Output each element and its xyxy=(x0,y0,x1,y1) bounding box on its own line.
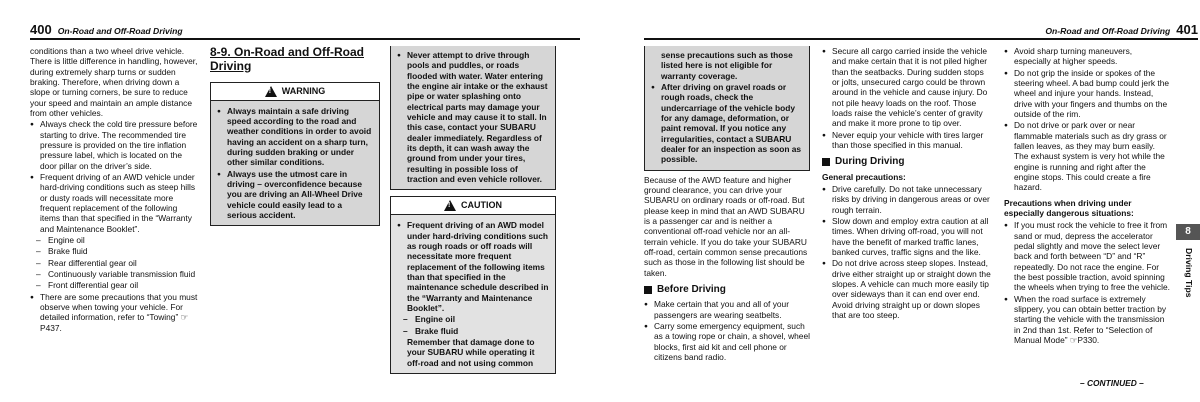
list-item: ● Secure all cargo carried inside the vehicle and make certain that it is not piled higher than the seatbacks. During sudden stops or jolts, unsecured cargo could be thrown around in the vehicle and cause injury. Do not pile heavy loads on the roof. Those loads raise the vehicle’s center of gravity and make it more prone to tip over. xyxy=(822,46,992,129)
running-header: On-Road and Off-Road Driving xyxy=(57,26,183,36)
warning-triangle-icon: ! xyxy=(265,86,277,97)
left-col-1 xyxy=(30,46,198,334)
list-item: ● Carry some emergency equipment, such as a towing rope or chain, a shovel, wheel blocks, first aid kit and cell phone or citizens band radio. xyxy=(644,321,810,362)
warning-box xyxy=(210,82,380,227)
page-number: 401 xyxy=(1176,22,1198,37)
caution-triangle-icon: ! xyxy=(444,200,456,211)
subsection-heading: Before Driving xyxy=(644,284,810,296)
list-item: ● Do not grip the inside or spokes of the steering wheel. A bad bump could jerk the wheel and injure your hands. Instead, drive with your fingers and thumbs on the outside of the rim. xyxy=(1004,68,1170,120)
header-rule xyxy=(644,38,1198,40)
warning-item: ● Always maintain a safe driving speed according to the road and weather conditions in order to avoid having an accident on a sharp turn, during sudden braking or under other similar conditions. xyxy=(217,106,373,168)
sub-list-item: – Continuously variable transmission fluid xyxy=(30,269,198,279)
caution-label: CAUTION xyxy=(461,200,502,211)
sub-list-item: – Brake fluid xyxy=(30,246,198,256)
list-item: ● Slow down and employ extra caution at all times. When driving off-road, you will not have the benefit of marked traffic lanes, banked curves, traffic signs and the like. xyxy=(822,216,992,257)
left-page-header xyxy=(30,22,183,38)
caution-item: ● Frequent driving of an AWD model under hard-driving conditions such as rough roads or off roads will necessitate more frequent replacement of the following items than that specified in the maintenance schedule described in the “Warranty and Maintenance Booklet”. xyxy=(397,220,549,313)
sub-list-item: – Front differential gear oil xyxy=(30,280,198,290)
sub-list-item: – Engine oil xyxy=(30,235,198,245)
list-item: ● If you must rock the vehicle to free it from sand or mud, depress the accelerator pedal slightly and move the select lever back and forth between “D” and “R” repeatedly. Do not race the engine. For the best possible traction, avoid spinning the wheels when trying to free the vehicle. xyxy=(1004,220,1170,292)
chapter-tab: 8 xyxy=(1176,224,1200,240)
list-item: ● Frequent driving of an AWD vehicle under hard-driving conditions such as steep hills or dusty roads will necessitate more frequent replacement of the following items than that specified in the “Warranty and Maintenance Booklet”. xyxy=(30,172,198,234)
left-page xyxy=(0,0,580,402)
caution-box-continued xyxy=(644,46,810,171)
running-header: On-Road and Off-Road Driving xyxy=(1045,26,1171,36)
subheading-label: Precautions when driving under especially dangerous situations: xyxy=(1004,197,1134,218)
caution-continued-text: sense precautions such as those listed here is not eligible for warranty coverage. xyxy=(661,50,793,81)
page-number: 400 xyxy=(30,22,52,37)
intro-paragraph: conditions than a two wheel drive vehicle. There is little difference in handling, however, during extremely sharp turns or sudden braking. Therefore, when driving down a slope or turning corners, be sure to reduce your speed and maintain an ample distance from other vehicles. xyxy=(30,46,198,118)
list-item: ● Do not drive across steep slopes. Instead, drive either straight up or straight down the slopes. A vehicle can much more easily tip over sideways than it can end over end. Avoid driving straight up or down slopes that are too steep. xyxy=(822,258,992,320)
body-paragraph: Because of the AWD feature and higher ground clearance, you can drive your SUBARU on ordinary roads or off-road. But please keep in mind that an AWD SUBARU is a passenger car and is neither a conventional off-road vehicle nor an all-terrain vehicle. If you do take your SUBARU off-road, certain common sense precautions such as those in the following list should be taken. xyxy=(644,174,808,278)
right-col-3 xyxy=(1004,46,1170,346)
caution-sub-item: – Brake fluid xyxy=(397,326,549,336)
header-rule xyxy=(30,38,580,40)
left-col-3 xyxy=(390,46,556,374)
list-item: ● When the road surface is extremely slippery, you can obtain better traction by starting the vehicle with the transmission in 2nd than 1st. Refer to “Selection of Manual Mode” ☞P330. xyxy=(1004,294,1170,346)
square-bullet-icon xyxy=(644,286,652,294)
warning-item: ● Always use the utmost care in driving – overconfidence because you are driving an All-Wheel Drive vehicle could easily lead to a serious accident. xyxy=(217,169,373,221)
subsection-heading: During Driving xyxy=(822,156,992,168)
list-item: ● Never equip your vehicle with tires larger than those specified in this manual. xyxy=(822,130,992,151)
warning-label: WARNING xyxy=(281,85,326,96)
list-item: ● Do not drive or park over or near flammable materials such as dry grass or fallen leaves, as they may burn easily. The exhaust system is very hot while the engine is running and right after the engine stops. This could create a fire hazard. xyxy=(1004,120,1170,192)
right-page xyxy=(620,0,1200,402)
left-col-2 xyxy=(210,46,380,226)
right-col-1 xyxy=(644,46,810,363)
warning-header xyxy=(211,83,379,101)
right-page-header xyxy=(1045,22,1198,38)
list-item: ● Always check the cold tire pressure before starting to drive. The recommended tire pressure is provided on the tire inflation pressure label, which is located on the door pillar on the driver’s side. xyxy=(30,119,198,171)
caution-tail: Remember that damage done to your SUBARU while operating it off-road and not using common xyxy=(407,336,535,368)
caution-sub-item: – Engine oil xyxy=(397,314,549,324)
continued-label: – CONTINUED – xyxy=(1080,378,1144,388)
list-item: ● Drive carefully. Do not take unnecessary risks by driving in dangerous areas or over rough terrain. xyxy=(822,184,992,215)
right-col-2 xyxy=(822,46,992,321)
caution-box xyxy=(390,196,556,374)
square-bullet-icon xyxy=(822,158,830,166)
caution-header xyxy=(391,197,555,215)
section-title: 8-9. On-Road and Off-Road Driving xyxy=(210,45,364,73)
chapter-label: Driving Tips xyxy=(1184,248,1194,298)
list-item: ● Avoid sharp turning maneuvers, especially at higher speeds. xyxy=(1004,46,1170,67)
subheading-label: General precautions: xyxy=(822,171,906,182)
sub-list-item: – Rear differential gear oil xyxy=(30,258,198,268)
warning-box-continued xyxy=(390,46,556,190)
list-item: ● There are some precautions that you must observe when towing your vehicle. For detailed information, refer to “Towing” ☞P437. xyxy=(30,292,198,333)
caution-item: ● After driving on gravel roads or rough roads, check the undercarriage of the vehicle body for any damage, deformation, or paint removal. If you notice any irregularities, contact a SUBARU dealer for an inspection as soon as possible. xyxy=(651,82,803,165)
list-item: ● Make certain that you and all of your passengers are wearing seatbelts. xyxy=(644,299,810,320)
warning-item: ● Never attempt to drive through pools and puddles, or roads flooded with water. Water entering the engine air intake or the exhaust pipe or water splashing onto electrical parts may damage your vehicle and may cause it to stall. In this case, contact your SUBARU dealer immediately. Regardless of its depth, it can wash away the ground from under your tires, resulting in possible loss of traction and even vehicle rollover. xyxy=(397,50,549,184)
